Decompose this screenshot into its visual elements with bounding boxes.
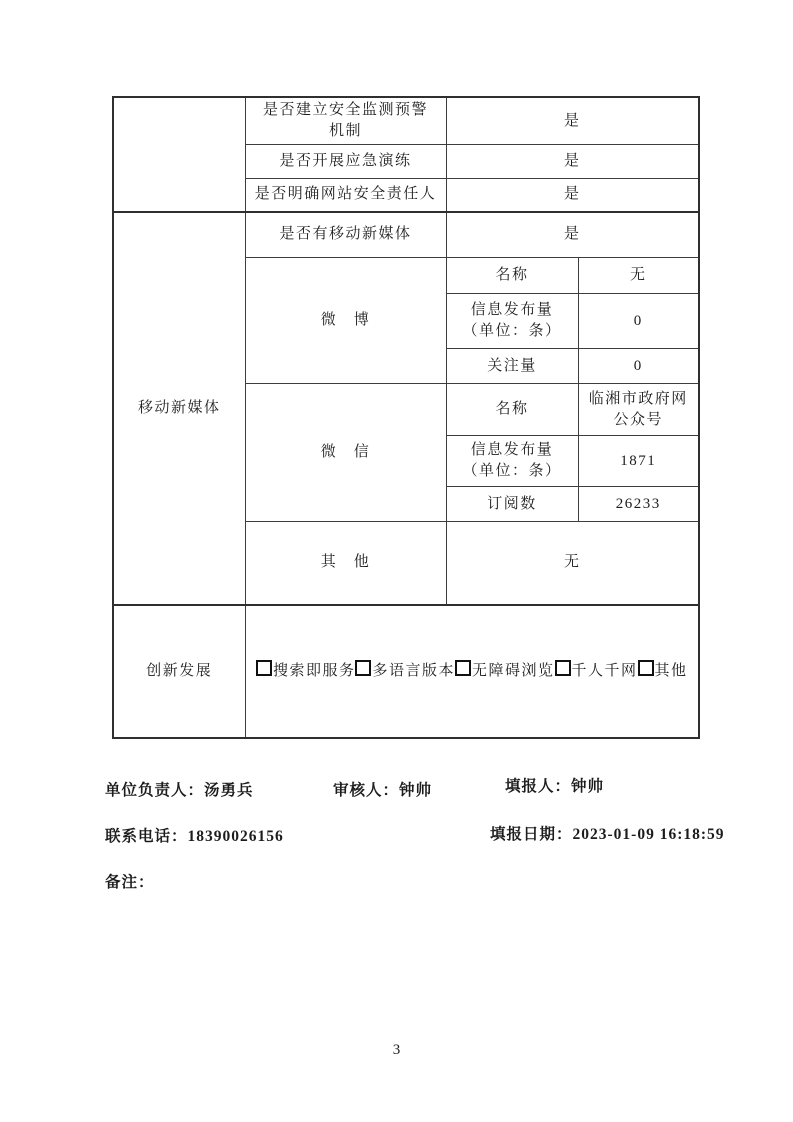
phone-value: 18390026156 (187, 828, 284, 845)
cell-label-wechat-subscribers: 订阅数 (446, 487, 578, 522)
cell-value-other-media: 无 (446, 522, 699, 605)
reviewer-label: 审核人： (333, 782, 400, 799)
cell-label-weibo-followers: 关注量 (446, 349, 578, 384)
checkbox-label: 无障碍浏览 (471, 663, 555, 679)
footer-filler (505, 774, 604, 796)
cell-label-other-media: 其 他 (245, 522, 446, 605)
cell-label-weibo: 微 博 (245, 258, 446, 384)
cell-innovation-options (245, 605, 699, 738)
cell-label-wechat-posts (446, 436, 578, 487)
cell-label-weibo-name: 名称 (446, 258, 578, 294)
checkbox-label: 千人千网 (571, 663, 638, 679)
innovation-option (555, 663, 638, 679)
innovation-option (355, 663, 455, 679)
checkbox-label: 其他 (654, 663, 688, 679)
cell-value-emergency-drill: 是 (446, 145, 699, 179)
checkbox-unchecked-icon (355, 660, 371, 676)
reviewer-value: 钟帅 (399, 782, 433, 799)
cell-label-emergency-drill: 是否开展应急演练 (245, 145, 446, 179)
label-line: （单位：条） (462, 323, 562, 339)
filler-value: 钟帅 (571, 778, 605, 795)
cell-label-weibo-posts (446, 294, 578, 349)
page-number: 3 (392, 1042, 401, 1058)
value-line: 公众号 (613, 411, 663, 428)
footer-remark (105, 870, 155, 892)
footer-phone (105, 824, 284, 846)
innovation-option (638, 663, 688, 679)
footer-reviewer (333, 778, 432, 800)
label-line: （单位：条） (462, 463, 562, 479)
innovation-option (455, 663, 555, 679)
checkbox-label: 多语言版本 (372, 663, 455, 679)
cell-value-has-mobile-media: 是 (446, 212, 699, 258)
checkbox-unchecked-icon (555, 660, 571, 676)
cell-value-wechat-name (578, 384, 699, 436)
cell-value-warning-mechanism: 是 (446, 97, 699, 145)
checkbox-unchecked-icon (638, 660, 654, 676)
cell-label-security-officer: 是否明确网站安全责任人 (245, 179, 446, 212)
footer-unit-head (105, 778, 254, 800)
date-value: 2023-01-09 16:18:59 (572, 826, 725, 843)
cell-value-security-officer: 是 (446, 179, 699, 212)
label-line: 信息发布量 (470, 302, 554, 318)
annual-report-table (112, 96, 700, 739)
cell-label-wechat-name: 名称 (446, 384, 578, 436)
unit-head-value: 汤勇兵 (204, 782, 254, 799)
label-line: 是否建立安全监测预警 (262, 102, 428, 118)
phone-label: 联系电话： (105, 828, 188, 845)
cell-value-weibo-posts: 0 (578, 294, 699, 349)
checkbox-unchecked-icon (455, 660, 471, 676)
innovation-option (256, 663, 356, 679)
cell-label-wechat: 微 信 (245, 384, 446, 522)
checkbox-unchecked-icon (256, 660, 272, 676)
label-line: 机制 (328, 123, 362, 139)
cell-label-has-mobile-media: 是否有移动新媒体 (245, 212, 446, 258)
footer-date (490, 822, 725, 844)
cell-value-weibo-followers: 0 (578, 349, 699, 384)
cell-section-continued (113, 97, 245, 212)
checkbox-label: 搜索即服务 (272, 663, 356, 679)
cell-value-wechat-posts: 1871 (578, 436, 699, 487)
label-line: 信息发布量 (470, 442, 554, 458)
cell-value-weibo-name: 无 (578, 258, 699, 294)
cell-value-wechat-subscribers: 26233 (578, 487, 699, 522)
value-line: 临湘市政府网 (588, 390, 688, 407)
remark-label: 备注： (105, 874, 155, 891)
filler-label: 填报人： (505, 778, 572, 795)
cell-section-innovation: 创新发展 (113, 605, 245, 738)
cell-label-warning-mechanism (245, 97, 446, 145)
date-label: 填报日期： (490, 826, 573, 843)
unit-head-label: 单位负责人： (105, 782, 205, 799)
cell-section-mobile-media: 移动新媒体 (113, 212, 245, 605)
